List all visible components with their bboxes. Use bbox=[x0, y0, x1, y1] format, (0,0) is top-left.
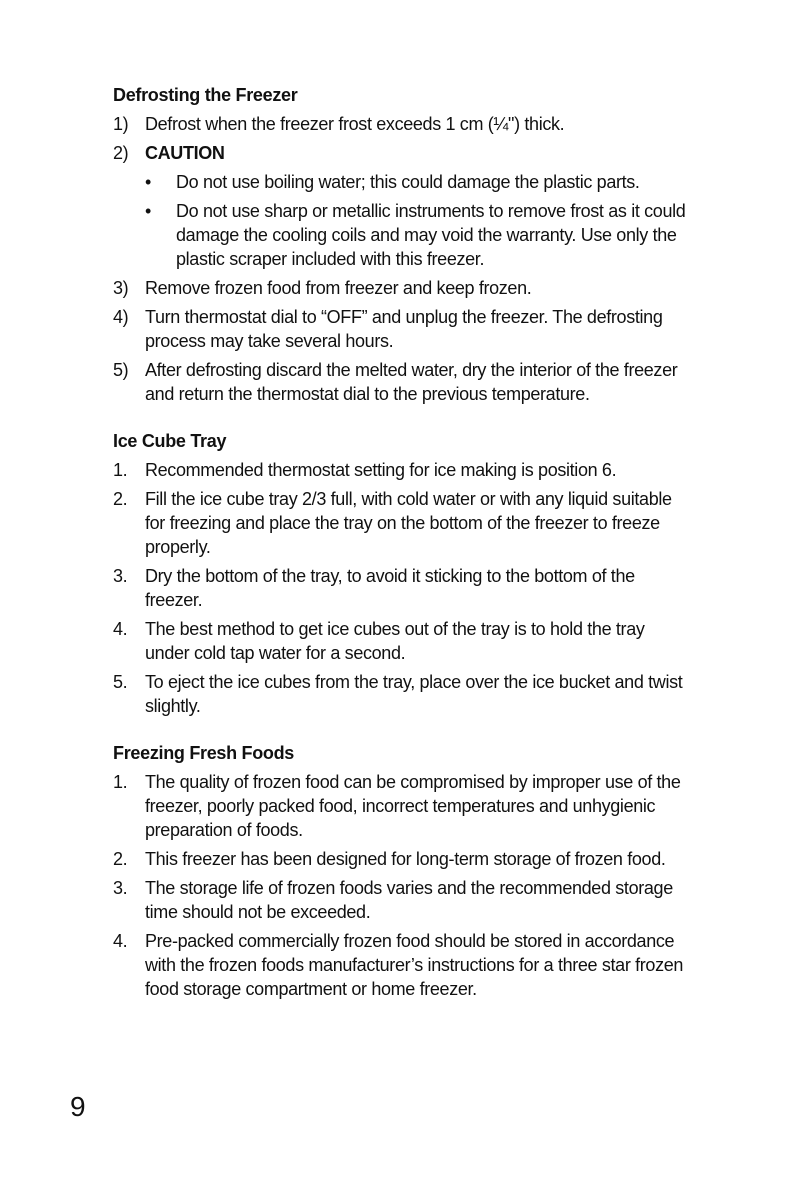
section-heading: Freezing Fresh Foods bbox=[113, 743, 295, 763]
list-item bbox=[113, 112, 693, 136]
item-number: 1) bbox=[113, 114, 129, 134]
item-text: The storage life of frozen foods varies and the recommended storage time should not be exceeded. bbox=[145, 878, 673, 922]
item-number: 4. bbox=[113, 619, 128, 639]
section-heading: Defrosting the Freezer bbox=[113, 85, 298, 105]
item-number: 3. bbox=[113, 566, 128, 586]
item-text: Defrost when the freezer frost exceeds 1 cm (¼") thick. bbox=[145, 114, 565, 134]
item-number: 5. bbox=[113, 672, 128, 692]
bullet-item bbox=[113, 199, 693, 271]
item-text: The best method to get ice cubes out of the tray is to hold the tray under cold tap water for a second. bbox=[145, 619, 645, 663]
bullet-text: Do not use sharp or metallic instruments to remove frost as it could damage the cooling coils and may void the warranty. Use only the plastic scraper included with this freezer. bbox=[176, 201, 686, 269]
page-content bbox=[113, 82, 693, 1006]
list-item bbox=[113, 670, 693, 718]
item-number: 3) bbox=[113, 278, 129, 298]
item-number: 5) bbox=[113, 360, 129, 380]
section-ice-cube-tray bbox=[113, 428, 693, 718]
item-text: Dry the bottom of the tray, to avoid it sticking to the bottom of the freezer. bbox=[145, 566, 635, 610]
caution-label: CAUTION bbox=[145, 143, 225, 163]
item-number: 2) bbox=[113, 143, 129, 163]
list-item bbox=[113, 847, 693, 871]
list-item bbox=[113, 929, 693, 1001]
list-item bbox=[113, 487, 693, 559]
item-text: After defrosting discard the melted water, dry the interior of the freezer and return the thermostat dial to the previous temperature. bbox=[145, 360, 678, 404]
bullet-icon: • bbox=[145, 201, 151, 221]
bullet-item bbox=[113, 170, 693, 194]
item-text: The quality of frozen food can be compromised by improper use of the freezer, poorly packed food, incorrect temperatures and unhygienic preparation of foods. bbox=[145, 772, 681, 840]
item-text: Pre-packed commercially frozen food should be stored in accordance with the frozen foods manufacturer’s instructions for a three star frozen food storage compartment or home freezer. bbox=[145, 931, 684, 999]
item-text: Recommended thermostat setting for ice making is position 6. bbox=[145, 460, 617, 480]
item-number: 2. bbox=[113, 849, 128, 869]
item-number: 1. bbox=[113, 772, 128, 792]
list-item bbox=[113, 358, 693, 406]
item-text: Turn thermostat dial to “OFF” and unplug the freezer. The defrosting process may take several hours. bbox=[145, 307, 663, 351]
item-text: This freezer has been designed for long-term storage of frozen food. bbox=[145, 849, 666, 869]
page-number: 9 bbox=[70, 1091, 86, 1122]
section-defrosting bbox=[113, 82, 693, 406]
section-heading: Ice Cube Tray bbox=[113, 431, 227, 451]
item-number: 2. bbox=[113, 489, 128, 509]
item-number: 3. bbox=[113, 878, 128, 898]
list-item bbox=[113, 458, 693, 482]
section-freezing-fresh-foods bbox=[113, 740, 693, 1001]
list-item bbox=[113, 276, 693, 300]
list-item bbox=[113, 770, 693, 842]
list-item bbox=[113, 564, 693, 612]
item-number: 1. bbox=[113, 460, 128, 480]
list-item bbox=[113, 617, 693, 665]
item-number: 4) bbox=[113, 307, 129, 327]
item-text: Remove frozen food from freezer and keep frozen. bbox=[145, 278, 532, 298]
list-item bbox=[113, 876, 693, 924]
item-text: Fill the ice cube tray 2/3 full, with cold water or with any liquid suitable for freezing and place the tray on the bottom of the freezer to freeze properly. bbox=[145, 489, 672, 557]
bullet-icon: • bbox=[145, 172, 151, 192]
bullet-text: Do not use boiling water; this could damage the plastic parts. bbox=[176, 172, 640, 192]
list-item-caution bbox=[113, 141, 693, 165]
item-text: To eject the ice cubes from the tray, place over the ice bucket and twist slightly. bbox=[145, 672, 683, 716]
caution-bullets bbox=[113, 170, 693, 271]
item-number: 4. bbox=[113, 931, 128, 951]
list-item bbox=[113, 305, 693, 353]
